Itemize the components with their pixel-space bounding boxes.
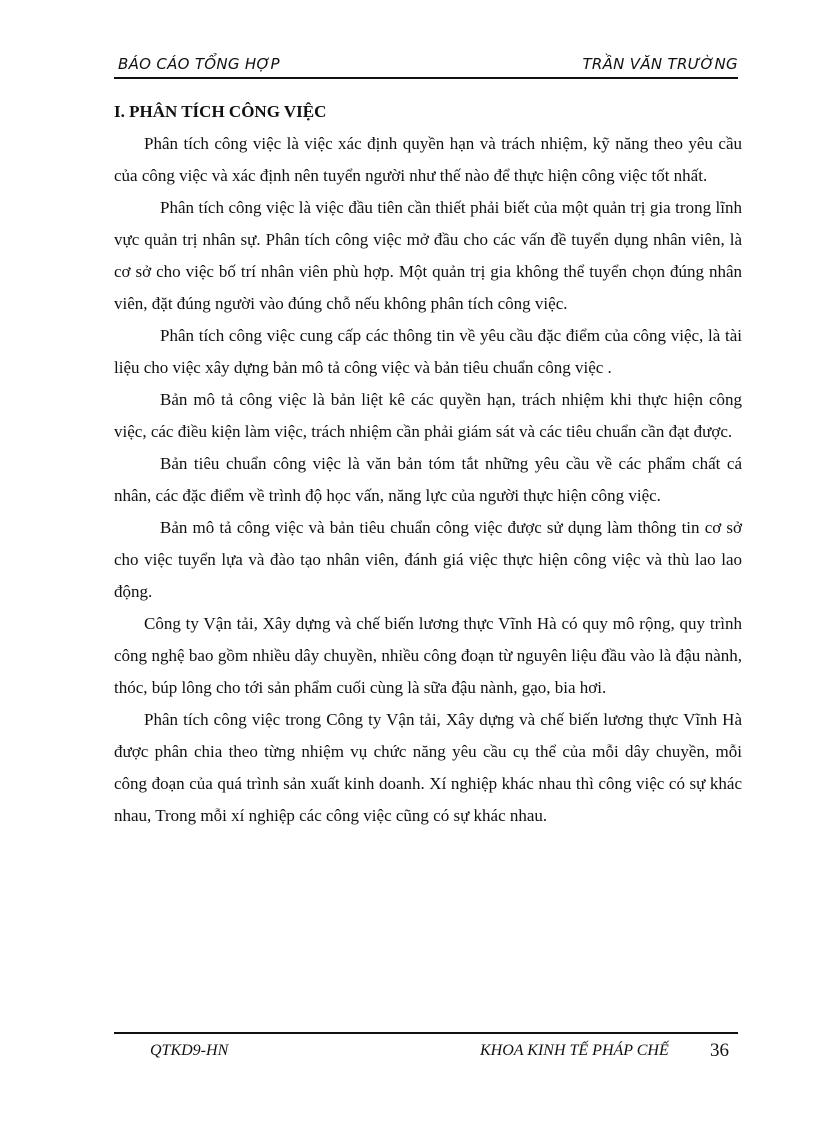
header-author-name: TRẦN VĂN TRƯỜNG <box>582 55 738 73</box>
header-divider <box>114 77 738 79</box>
page-number: 36 <box>710 1040 729 1061</box>
paragraph-3: Phân tích công việc cung cấp các thông tin về yêu cầu đặc điểm của công việc, là tài liệu cho việc xây dựng bản mô tả công việc và bản tiêu chuẩn công việc . <box>114 326 742 377</box>
section-heading: I. PHÂN TÍCH CÔNG VIỆC <box>114 102 327 121</box>
footer-divider <box>114 1032 738 1034</box>
paragraph-4: Bản mô tả công việc là bản liệt kê các quyền hạn, trách nhiệm khi thực hiện công việc, các điều kiện làm việc, trách nhiệm cần phải giám sát và các tiêu chuẩn cần đạt được. <box>114 390 742 441</box>
paragraph-7: Công ty Vận tải, Xây dựng và chế biến lương thực Vĩnh Hà có quy mô rộng, quy trình công nghệ bao gồm nhiều dây chuyền, nhiều công đoạn từ nguyên liệu đầu vào là đậu nành, thóc, búp lông cho tới sản phẩm cuối cùng là sữa đậu nành, gạo, bia hơi. <box>114 614 742 697</box>
paragraph-8: Phân tích công việc trong Công ty Vận tải, Xây dựng và chế biến lương thực Vĩnh Hà được phân chia theo từng nhiệm vụ chức năng yêu cầu cụ thể của mỗi dây chuyền, mỗi công đoạn của quá trình sản xuất kinh doanh. Xí nghiệp khác nhau thì công việc có sự khác nhau, Trong mỗi xí nghiệp các công việc cũng có sự khác nhau. <box>114 710 742 825</box>
header-report-title: BÁO CÁO TỔNG HỢP <box>118 55 280 73</box>
paragraph-5: Bản tiêu chuẩn công việc là văn bản tóm tắt những yêu cầu về các phẩm chất cá nhân, các đặc điểm về trình độ học vấn, năng lực của người thực hiện công việc. <box>114 454 742 505</box>
footer-faculty-name: KHOA KINH TẾ PHÁP CHẾ <box>480 1042 669 1059</box>
paragraph-2: Phân tích công việc là việc đầu tiên cần thiết phải biết của một quản trị gia trong lĩnh vực quản trị nhân sự. Phân tích công việc mở đầu cho các vấn đề tuyển dụng nhân viên, là cơ sở cho việc bố trí nhân viên phù hợp. Một quản trị gia không thể tuyển chọn đúng nhân viên, đặt đúng người vào đúng chỗ nếu không phân tích công việc. <box>114 198 742 313</box>
document-body <box>114 96 742 832</box>
paragraph-1: Phân tích công việc là việc xác định quyền hạn và trách nhiệm, kỹ năng theo yêu cầu của công việc và xác định nên tuyển người như thế nào để thực hiện công việc tốt nhất. <box>114 134 742 185</box>
paragraph-6: Bản mô tả công việc và bản tiêu chuẩn công việc được sử dụng làm thông tin cơ sở cho việc tuyển lựa và đào tạo nhân viên, đánh giá việc thực hiện công việc và thù lao lao động. <box>114 518 742 601</box>
footer-class-code: QTKD9-HN <box>150 1042 229 1059</box>
